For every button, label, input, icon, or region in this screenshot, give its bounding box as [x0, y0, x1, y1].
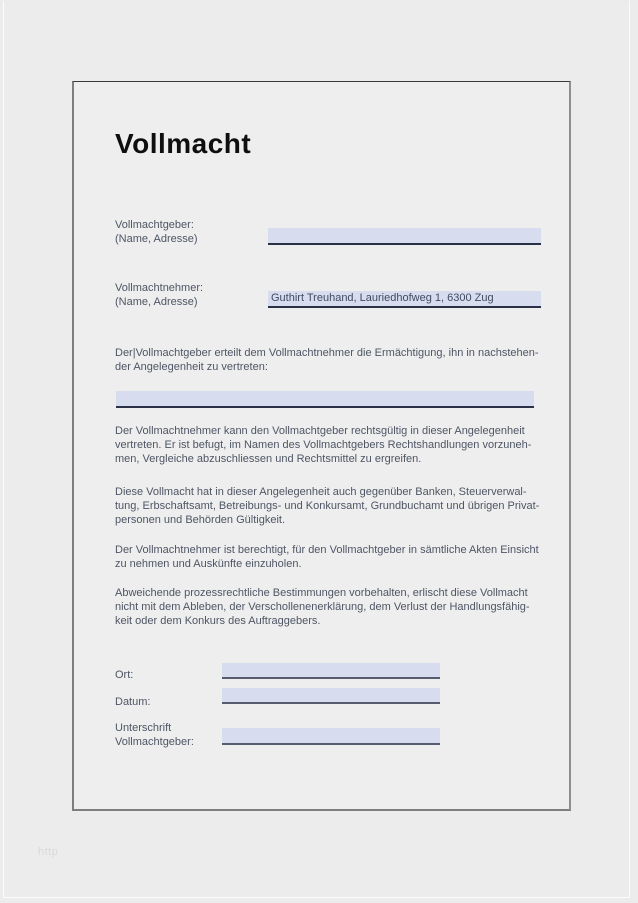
- vollmachtnehmer-label: [115, 281, 203, 309]
- unterschrift-label-line1: Unterschrift: [115, 722, 172, 734]
- datum-label: Datum:: [115, 696, 151, 708]
- vollmachtgeber-label: [115, 218, 198, 246]
- document-page: [72, 81, 571, 811]
- intro-line: der Angelegenheit zu vertreten:: [115, 361, 268, 373]
- angelegenheit-input[interactable]: [116, 391, 534, 408]
- vollmachtgeber-input[interactable]: [268, 228, 541, 245]
- unterschrift-input[interactable]: [222, 728, 440, 745]
- paragraph-line: vertreten. Er ist befugt, im Namen des Vollmachtgebers Rechtshandlungen vorzuneh-: [115, 439, 532, 451]
- paragraph-line: nicht mit dem Ableben, der Verschollenenerklärung, dem Verlust der Handlungsfähig-: [115, 601, 530, 613]
- vollmachtnehmer-input-value: Guthirt Treuhand, Lauriedhofweg 1, 6300 Zug: [271, 292, 494, 304]
- vollmachtnehmer-label-line2: (Name, Adresse): [115, 296, 198, 308]
- paragraph-gueltigkeit: [115, 485, 539, 527]
- paragraph-line: zu nehmen und Auskünfte einzuholen.: [115, 558, 302, 570]
- datum-input[interactable]: [222, 688, 440, 704]
- paragraph-line: Der Vollmachtnehmer ist berechtigt, für den Vollmachtgeber in sämtliche Akten Einsicht: [115, 544, 539, 556]
- paragraph-line: Diese Vollmacht hat in dieser Angelegenheit auch gegenüber Banken, Steuerverwal-: [115, 486, 527, 498]
- paragraph-line: tung, Erbschaftsamt, Betreibungs- und Konkursamt, Grundbuchamt und übrigen Privat-: [115, 500, 540, 512]
- paragraph-line: Der Vollmachtnehmer kann den Vollmachtgeber rechtsgültig in dieser Angelegenheit: [115, 425, 525, 437]
- vollmachtgeber-label-line1: Vollmachtgeber:: [115, 219, 194, 231]
- vollmachtnehmer-input[interactable]: [268, 291, 541, 308]
- vollmachtnehmer-label-line1: Vollmachtnehmer:: [115, 282, 204, 294]
- paragraph-erloeschen: [115, 586, 530, 628]
- paragraph-rechtsgueltig: [115, 424, 531, 466]
- paragraph-line: men, Vergleiche abzuschliessen und Rechtsmittel zu ergreifen.: [115, 453, 422, 465]
- paragraph-line: personen und Behörden Gültigkeit.: [115, 514, 286, 526]
- unterschrift-label-line2: Vollmachtgeber:: [115, 736, 194, 748]
- vollmachtgeber-label-line2: (Name, Adresse): [115, 233, 198, 245]
- document-title: Vollmacht: [115, 128, 252, 159]
- paragraph-line: keit oder dem Konkurs des Auftraggebers.: [115, 615, 321, 627]
- intro-paragraph: [115, 346, 539, 374]
- ort-label: Ort:: [115, 669, 134, 681]
- paragraph-line: Abweichende prozessrechtliche Bestimmungen vorbehalten, erlischt diese Vollmacht: [115, 587, 528, 599]
- unterschrift-label: [115, 721, 194, 749]
- ort-input[interactable]: [222, 663, 440, 679]
- watermark-text: http: [38, 846, 59, 858]
- paragraph-akteneinsicht: [115, 543, 539, 571]
- intro-line: Der|Vollmachtgeber erteilt dem Vollmachtnehmer die Ermächtigung, ihn in nachstehen-: [115, 347, 539, 359]
